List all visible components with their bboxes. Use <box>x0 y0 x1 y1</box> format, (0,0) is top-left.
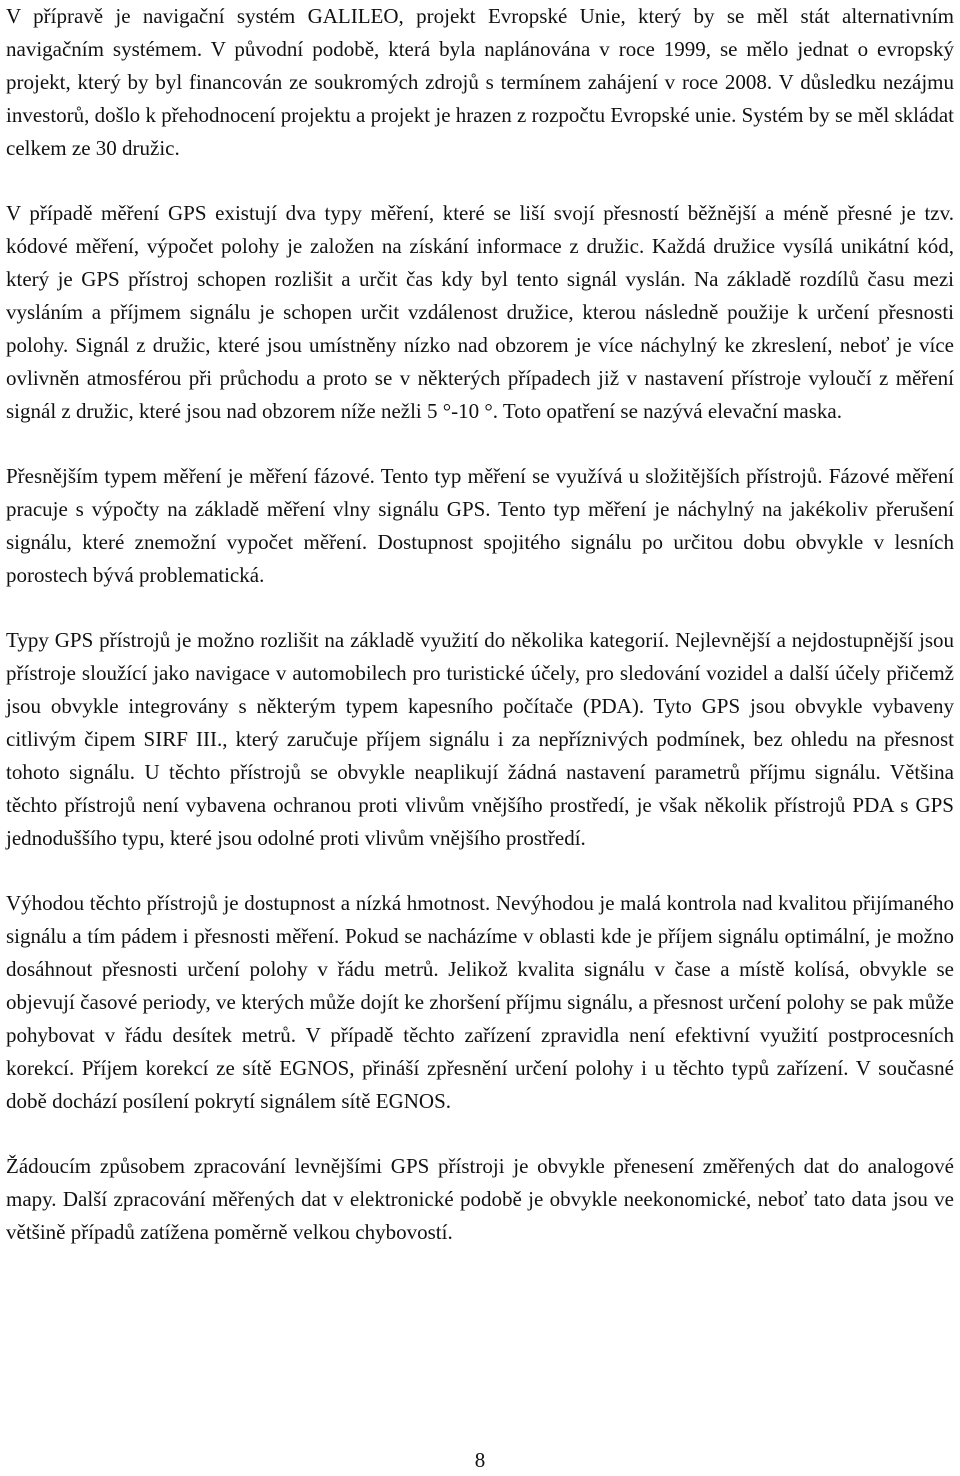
paragraph-advantages: Výhodou těchto přístrojů je dostupnost a nízká hmotnost. Nevýhodou je malá kontrola nad kvalitou přijímaného signálu a tím pádem i přesnosti měření. Pokud se nacházíme v oblasti kde je příjem signálu optimální, je možno dosáhnout přesnosti určení polohy v řádu metrů. Jelikož kvalita signálu v čase a místě kolísá, obvykle se objevují časové periody, ve kterých může dojít ke zhoršení příjmu signálu, a přesnost určení polohy se pak může pohybovat v řádu desítek metrů. V případě těchto zařízení zpravidla není efektivní využití postprocesních korekcí. Příjem korekcí ze sítě EGNOS, přináší zpřesnění určení polohy i u těchto typů zařízení. V současné době dochází posílení pokrytí signálem sítě EGNOS. <box>6 891 954 1113</box>
paragraph-code-measurement: V případě měření GPS existují dva typy měření, které se liší svojí přesností běžnější a méně přesné je tzv. kódové měření, výpočet polohy je založen na získání informace z družic. Každá družice vysílá unikátní kód, který je GPS přístroj schopen rozlišit a určit čas kdy byl tento signál vyslán. Na základě rozdílů času mezi vysláním a příjmem signálu je schopen určit vzdálenost družice, kterou následně použije k určení přesnosti polohy. Signál z družic, které jsou umístněny nízko nad obzorem je více náchylný ke zkreslení, neboť je více ovlivněn atmosférou při průchodu a proto se v některých případech již v nastavení přístroje vyloučí z měření signál z družic, které jsou nad obzorem níže nežli 5 °-10 °. Toto opatření se nazývá elevační maska. <box>6 201 954 423</box>
paragraph-processing: Žádoucím způsobem zpracování levnějšími GPS přístroji je obvykle přenesení změřených dat do analogové mapy. Další zpracování měřených dat v elektronické podobě je obvykle neekonomické, neboť tato data jsou ve většině případů zatížena poměrně velkou chybovostí. <box>6 1154 954 1244</box>
page-body <box>6 0 954 1281</box>
paragraph-gps-device-types: Typy GPS přístrojů je možno rozlišit na základě využití do několika kategorií. Nejlevnější a nejdostupnější jsou přístroje sloužící jako navigace v automobilech pro turistické účely, pro sledování vozidel a další účely přičemž jsou obvykle integrovány s některým typem kapesního počítače (PDA). Tyto GPS jsou obvykle vybaveny citlivým čipem SIRF III., který zaručuje příjem signálu i za nepříznivých podmínek, bez ohledu na přesnost tohoto signálu. U těchto přístrojů se obvykle neaplikují žádná nastavení parametrů příjmu signálu. Většina těchto přístrojů není vybavena ochranou proti vlivům vnějšího prostředí, je však několik přístrojů PDA s GPS jednoduššího typu, které jsou odolné proti vlivům vnějšího prostředí. <box>6 628 954 850</box>
paragraph-galileo: V přípravě je navigační systém GALILEO, projekt Evropské Unie, který by se měl stát alternativním navigačním systémem. V původní podobě, která byla naplánována v roce 1999, se mělo jednat o evropský projekt, který by byl financován ze soukromých zdrojů s termínem zahájení v roce 2008. V důsledku nezájmu investorů, došlo k přehodnocení projektu a projekt je hrazen z rozpočtu Evropské unie. Systém by se měl skládat celkem ze 30 družic. <box>6 4 954 160</box>
paragraph-phase-measurement: Přesnějším typem měření je měření fázové. Tento typ měření se využívá u složitějších přístrojů. Fázové měření pracuje s výpočty na základě měření vlny signálu GPS. Tento typ měření je náchylný na jakékoliv přerušení signálu, které znemožní vypočet měření. Dostupnost spojitého signálu po určitou dobu obvykle v lesních porostech bývá problematická. <box>6 464 954 587</box>
page-number: 8 <box>474 1448 486 1472</box>
